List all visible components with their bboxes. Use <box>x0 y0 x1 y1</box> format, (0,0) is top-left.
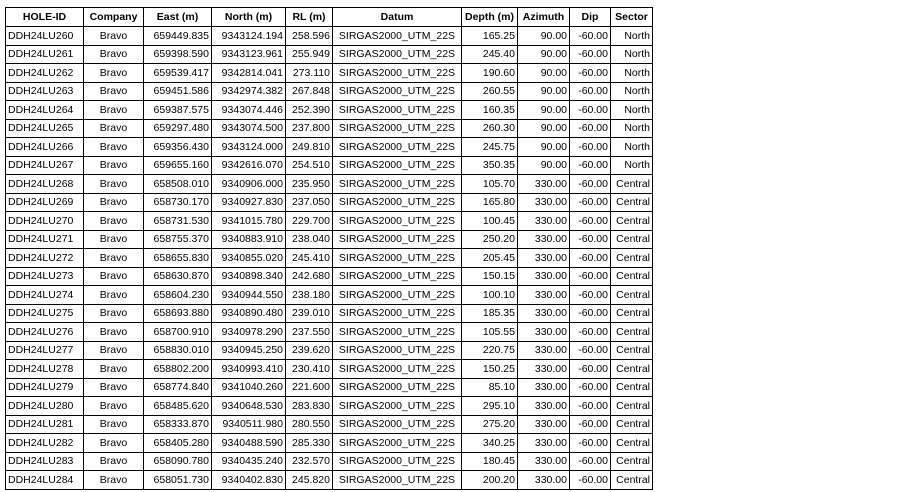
cell-dip: -60.00 <box>570 286 611 305</box>
cell-north: 9343123.961 <box>212 45 286 64</box>
cell-sector: Central <box>611 378 653 397</box>
cell-sector: North <box>611 64 653 83</box>
cell-datum: SIRGAS2000_UTM_22S <box>333 119 462 138</box>
cell-dip: -60.00 <box>570 156 611 175</box>
cell-depth: 190.60 <box>462 64 518 83</box>
cell-sector: Central <box>611 286 653 305</box>
header-azimuth: Azimuth <box>518 8 570 27</box>
cell-north: 9340993.410 <box>212 360 286 379</box>
cell-depth: 185.35 <box>462 304 518 323</box>
cell-azimuth: 330.00 <box>518 415 570 434</box>
cell-dip: -60.00 <box>570 341 611 360</box>
cell-depth: 340.25 <box>462 434 518 453</box>
cell-north: 9343074.500 <box>212 119 286 138</box>
cell-dip: -60.00 <box>570 45 611 64</box>
cell-azimuth: 330.00 <box>518 397 570 416</box>
cell-north: 9343124.194 <box>212 27 286 46</box>
header-depth: Depth (m) <box>462 8 518 27</box>
cell-east: 658755.370 <box>144 230 212 249</box>
table-row <box>6 249 653 268</box>
cell-hole-id: DDH24LU282 <box>6 434 84 453</box>
cell-dip: -60.00 <box>570 175 611 194</box>
cell-hole-id: DDH24LU276 <box>6 323 84 342</box>
cell-rl: 255.949 <box>286 45 333 64</box>
cell-rl: 242.680 <box>286 267 333 286</box>
cell-dip: -60.00 <box>570 452 611 471</box>
cell-east: 658655.830 <box>144 249 212 268</box>
cell-azimuth: 90.00 <box>518 138 570 157</box>
cell-hole-id: DDH24LU263 <box>6 82 84 101</box>
cell-company: Bravo <box>84 286 144 305</box>
cell-north: 9340944.550 <box>212 286 286 305</box>
cell-rl: 238.040 <box>286 230 333 249</box>
cell-east: 658693.880 <box>144 304 212 323</box>
cell-azimuth: 90.00 <box>518 45 570 64</box>
cell-azimuth: 330.00 <box>518 452 570 471</box>
cell-depth: 220.75 <box>462 341 518 360</box>
cell-sector: Central <box>611 471 653 490</box>
cell-east: 659387.575 <box>144 101 212 120</box>
table-row <box>6 267 653 286</box>
cell-datum: SIRGAS2000_UTM_22S <box>333 45 462 64</box>
cell-depth: 250.20 <box>462 230 518 249</box>
cell-rl: 237.550 <box>286 323 333 342</box>
cell-north: 9340890.480 <box>212 304 286 323</box>
cell-hole-id: DDH24LU269 <box>6 193 84 212</box>
cell-sector: Central <box>611 360 653 379</box>
cell-company: Bravo <box>84 397 144 416</box>
cell-east: 658508.010 <box>144 175 212 194</box>
cell-east: 658774.840 <box>144 378 212 397</box>
cell-rl: 230.410 <box>286 360 333 379</box>
cell-hole-id: DDH24LU274 <box>6 286 84 305</box>
cell-company: Bravo <box>84 101 144 120</box>
cell-azimuth: 90.00 <box>518 119 570 138</box>
cell-company: Bravo <box>84 175 144 194</box>
cell-east: 658405.280 <box>144 434 212 453</box>
cell-sector: Central <box>611 249 653 268</box>
cell-azimuth: 330.00 <box>518 212 570 231</box>
cell-hole-id: DDH24LU280 <box>6 397 84 416</box>
cell-datum: SIRGAS2000_UTM_22S <box>333 27 462 46</box>
cell-dip: -60.00 <box>570 397 611 416</box>
cell-depth: 350.35 <box>462 156 518 175</box>
cell-dip: -60.00 <box>570 119 611 138</box>
cell-depth: 275.20 <box>462 415 518 434</box>
cell-datum: SIRGAS2000_UTM_22S <box>333 82 462 101</box>
cell-datum: SIRGAS2000_UTM_22S <box>333 397 462 416</box>
cell-rl: 249.810 <box>286 138 333 157</box>
cell-hole-id: DDH24LU261 <box>6 45 84 64</box>
cell-rl: 267.848 <box>286 82 333 101</box>
cell-azimuth: 330.00 <box>518 341 570 360</box>
drill-hole-table <box>5 7 653 490</box>
cell-north: 9342974.382 <box>212 82 286 101</box>
cell-depth: 295.10 <box>462 397 518 416</box>
cell-company: Bravo <box>84 471 144 490</box>
cell-datum: SIRGAS2000_UTM_22S <box>333 341 462 360</box>
cell-north: 9342814.041 <box>212 64 286 83</box>
cell-company: Bravo <box>84 230 144 249</box>
cell-company: Bravo <box>84 138 144 157</box>
cell-east: 659356.430 <box>144 138 212 157</box>
cell-rl: 239.620 <box>286 341 333 360</box>
cell-north: 9340402.830 <box>212 471 286 490</box>
header-row <box>6 8 653 27</box>
cell-datum: SIRGAS2000_UTM_22S <box>333 415 462 434</box>
table-row <box>6 193 653 212</box>
cell-sector: Central <box>611 267 653 286</box>
cell-hole-id: DDH24LU284 <box>6 471 84 490</box>
cell-east: 658730.170 <box>144 193 212 212</box>
cell-north: 9343124.000 <box>212 138 286 157</box>
cell-depth: 105.55 <box>462 323 518 342</box>
cell-rl: 237.800 <box>286 119 333 138</box>
cell-azimuth: 330.00 <box>518 249 570 268</box>
table-row <box>6 323 653 342</box>
cell-company: Bravo <box>84 27 144 46</box>
cell-azimuth: 330.00 <box>518 230 570 249</box>
cell-company: Bravo <box>84 156 144 175</box>
cell-dip: -60.00 <box>570 101 611 120</box>
cell-company: Bravo <box>84 119 144 138</box>
cell-azimuth: 90.00 <box>518 101 570 120</box>
cell-rl: 245.410 <box>286 249 333 268</box>
cell-company: Bravo <box>84 378 144 397</box>
cell-hole-id: DDH24LU283 <box>6 452 84 471</box>
cell-depth: 205.45 <box>462 249 518 268</box>
table-row <box>6 452 653 471</box>
cell-rl: 285.330 <box>286 434 333 453</box>
cell-rl: 238.180 <box>286 286 333 305</box>
cell-east: 658604.230 <box>144 286 212 305</box>
cell-depth: 105.70 <box>462 175 518 194</box>
cell-sector: North <box>611 82 653 101</box>
cell-rl: 283.830 <box>286 397 333 416</box>
table-row <box>6 341 653 360</box>
cell-dip: -60.00 <box>570 82 611 101</box>
cell-datum: SIRGAS2000_UTM_22S <box>333 138 462 157</box>
table-row <box>6 156 653 175</box>
cell-hole-id: DDH24LU272 <box>6 249 84 268</box>
cell-company: Bravo <box>84 341 144 360</box>
table-row <box>6 82 653 101</box>
cell-rl: 258.596 <box>286 27 333 46</box>
cell-hole-id: DDH24LU266 <box>6 138 84 157</box>
cell-depth: 180.45 <box>462 452 518 471</box>
cell-hole-id: DDH24LU264 <box>6 101 84 120</box>
table-row <box>6 397 653 416</box>
cell-north: 9340435.240 <box>212 452 286 471</box>
cell-hole-id: DDH24LU277 <box>6 341 84 360</box>
cell-depth: 100.10 <box>462 286 518 305</box>
header-east: East (m) <box>144 8 212 27</box>
cell-sector: Central <box>611 452 653 471</box>
header-company: Company <box>84 8 144 27</box>
cell-east: 659398.590 <box>144 45 212 64</box>
cell-east: 658830.010 <box>144 341 212 360</box>
cell-depth: 150.15 <box>462 267 518 286</box>
cell-hole-id: DDH24LU267 <box>6 156 84 175</box>
cell-company: Bravo <box>84 45 144 64</box>
cell-rl: 235.950 <box>286 175 333 194</box>
cell-datum: SIRGAS2000_UTM_22S <box>333 193 462 212</box>
cell-company: Bravo <box>84 193 144 212</box>
cell-rl: 232.570 <box>286 452 333 471</box>
cell-datum: SIRGAS2000_UTM_22S <box>333 452 462 471</box>
table-row <box>6 175 653 194</box>
table-row <box>6 304 653 323</box>
cell-sector: Central <box>611 212 653 231</box>
cell-east: 658731.530 <box>144 212 212 231</box>
cell-east: 659297.480 <box>144 119 212 138</box>
table-row <box>6 212 653 231</box>
cell-sector: Central <box>611 397 653 416</box>
cell-hole-id: DDH24LU262 <box>6 64 84 83</box>
cell-sector: North <box>611 138 653 157</box>
table-row <box>6 360 653 379</box>
cell-dip: -60.00 <box>570 378 611 397</box>
cell-company: Bravo <box>84 64 144 83</box>
cell-depth: 160.35 <box>462 101 518 120</box>
cell-hole-id: DDH24LU271 <box>6 230 84 249</box>
cell-depth: 245.40 <box>462 45 518 64</box>
cell-sector: Central <box>611 304 653 323</box>
cell-datum: SIRGAS2000_UTM_22S <box>333 286 462 305</box>
header-north: North (m) <box>212 8 286 27</box>
cell-azimuth: 330.00 <box>518 193 570 212</box>
cell-azimuth: 330.00 <box>518 360 570 379</box>
cell-depth: 200.20 <box>462 471 518 490</box>
cell-azimuth: 330.00 <box>518 175 570 194</box>
cell-dip: -60.00 <box>570 360 611 379</box>
cell-azimuth: 330.00 <box>518 434 570 453</box>
table-row <box>6 64 653 83</box>
table-row <box>6 101 653 120</box>
cell-datum: SIRGAS2000_UTM_22S <box>333 64 462 83</box>
cell-datum: SIRGAS2000_UTM_22S <box>333 249 462 268</box>
cell-azimuth: 90.00 <box>518 64 570 83</box>
cell-hole-id: DDH24LU260 <box>6 27 84 46</box>
cell-company: Bravo <box>84 434 144 453</box>
cell-east: 658333.870 <box>144 415 212 434</box>
cell-north: 9340648.530 <box>212 397 286 416</box>
cell-dip: -60.00 <box>570 267 611 286</box>
cell-depth: 165.80 <box>462 193 518 212</box>
cell-sector: North <box>611 119 653 138</box>
header-dip: Dip <box>570 8 611 27</box>
cell-north: 9340855.020 <box>212 249 286 268</box>
cell-depth: 100.45 <box>462 212 518 231</box>
cell-rl: 221.600 <box>286 378 333 397</box>
cell-datum: SIRGAS2000_UTM_22S <box>333 304 462 323</box>
cell-north: 9340927.830 <box>212 193 286 212</box>
cell-datum: SIRGAS2000_UTM_22S <box>333 267 462 286</box>
cell-east: 658802.200 <box>144 360 212 379</box>
cell-north: 9340906.000 <box>212 175 286 194</box>
cell-dip: -60.00 <box>570 471 611 490</box>
cell-sector: North <box>611 27 653 46</box>
cell-sector: North <box>611 101 653 120</box>
cell-azimuth: 330.00 <box>518 304 570 323</box>
cell-north: 9342616.070 <box>212 156 286 175</box>
cell-north: 9340898.340 <box>212 267 286 286</box>
cell-azimuth: 90.00 <box>518 156 570 175</box>
table-row <box>6 415 653 434</box>
table-row <box>6 286 653 305</box>
cell-rl: 237.050 <box>286 193 333 212</box>
cell-sector: Central <box>611 175 653 194</box>
cell-hole-id: DDH24LU270 <box>6 212 84 231</box>
cell-company: Bravo <box>84 360 144 379</box>
cell-sector: Central <box>611 230 653 249</box>
cell-north: 9340511.980 <box>212 415 286 434</box>
cell-sector: Central <box>611 341 653 360</box>
table-body <box>6 27 653 490</box>
cell-north: 9340945.250 <box>212 341 286 360</box>
cell-datum: SIRGAS2000_UTM_22S <box>333 175 462 194</box>
cell-dip: -60.00 <box>570 64 611 83</box>
table-row <box>6 27 653 46</box>
cell-datum: SIRGAS2000_UTM_22S <box>333 434 462 453</box>
cell-dip: -60.00 <box>570 323 611 342</box>
cell-datum: SIRGAS2000_UTM_22S <box>333 230 462 249</box>
cell-company: Bravo <box>84 415 144 434</box>
cell-datum: SIRGAS2000_UTM_22S <box>333 378 462 397</box>
header-sector: Sector <box>611 8 653 27</box>
cell-hole-id: DDH24LU281 <box>6 415 84 434</box>
cell-datum: SIRGAS2000_UTM_22S <box>333 212 462 231</box>
cell-rl: 280.550 <box>286 415 333 434</box>
cell-rl: 239.010 <box>286 304 333 323</box>
cell-dip: -60.00 <box>570 212 611 231</box>
cell-datum: SIRGAS2000_UTM_22S <box>333 360 462 379</box>
cell-dip: -60.00 <box>570 193 611 212</box>
cell-company: Bravo <box>84 267 144 286</box>
cell-sector: Central <box>611 193 653 212</box>
cell-depth: 260.30 <box>462 119 518 138</box>
cell-rl: 252.390 <box>286 101 333 120</box>
cell-hole-id: DDH24LU275 <box>6 304 84 323</box>
table-row <box>6 138 653 157</box>
cell-depth: 150.25 <box>462 360 518 379</box>
cell-datum: SIRGAS2000_UTM_22S <box>333 471 462 490</box>
cell-dip: -60.00 <box>570 249 611 268</box>
cell-rl: 273.110 <box>286 64 333 83</box>
cell-depth: 85.10 <box>462 378 518 397</box>
cell-azimuth: 330.00 <box>518 286 570 305</box>
cell-datum: SIRGAS2000_UTM_22S <box>333 323 462 342</box>
table-row <box>6 230 653 249</box>
cell-hole-id: DDH24LU265 <box>6 119 84 138</box>
cell-rl: 254.510 <box>286 156 333 175</box>
cell-sector: Central <box>611 415 653 434</box>
cell-east: 659451.586 <box>144 82 212 101</box>
cell-company: Bravo <box>84 304 144 323</box>
cell-company: Bravo <box>84 212 144 231</box>
table-row <box>6 119 653 138</box>
cell-north: 9343074.446 <box>212 101 286 120</box>
cell-azimuth: 330.00 <box>518 378 570 397</box>
cell-depth: 165.25 <box>462 27 518 46</box>
table-row <box>6 434 653 453</box>
cell-dip: -60.00 <box>570 304 611 323</box>
cell-rl: 245.820 <box>286 471 333 490</box>
cell-company: Bravo <box>84 452 144 471</box>
cell-north: 9340978.290 <box>212 323 286 342</box>
header-hole-id: HOLE-ID <box>6 8 84 27</box>
cell-east: 659539.417 <box>144 64 212 83</box>
cell-azimuth: 330.00 <box>518 267 570 286</box>
table-row <box>6 471 653 490</box>
header-rl: RL (m) <box>286 8 333 27</box>
cell-sector: North <box>611 156 653 175</box>
cell-azimuth: 330.00 <box>518 471 570 490</box>
cell-sector: North <box>611 45 653 64</box>
cell-dip: -60.00 <box>570 230 611 249</box>
cell-company: Bravo <box>84 249 144 268</box>
header-datum: Datum <box>333 8 462 27</box>
cell-datum: SIRGAS2000_UTM_22S <box>333 101 462 120</box>
cell-east: 658090.780 <box>144 452 212 471</box>
cell-hole-id: DDH24LU273 <box>6 267 84 286</box>
cell-hole-id: DDH24LU268 <box>6 175 84 194</box>
cell-rl: 229.700 <box>286 212 333 231</box>
cell-east: 658700.910 <box>144 323 212 342</box>
cell-dip: -60.00 <box>570 27 611 46</box>
cell-east: 659655.160 <box>144 156 212 175</box>
cell-sector: Central <box>611 323 653 342</box>
cell-azimuth: 90.00 <box>518 82 570 101</box>
cell-east: 658630.870 <box>144 267 212 286</box>
cell-company: Bravo <box>84 323 144 342</box>
cell-north: 9341015.780 <box>212 212 286 231</box>
cell-depth: 245.75 <box>462 138 518 157</box>
cell-hole-id: DDH24LU279 <box>6 378 84 397</box>
cell-sector: Central <box>611 434 653 453</box>
cell-east: 658485.620 <box>144 397 212 416</box>
cell-dip: -60.00 <box>570 434 611 453</box>
cell-east: 659449.835 <box>144 27 212 46</box>
cell-north: 9341040.260 <box>212 378 286 397</box>
cell-north: 9340488.590 <box>212 434 286 453</box>
table-row <box>6 378 653 397</box>
cell-depth: 260.55 <box>462 82 518 101</box>
cell-azimuth: 330.00 <box>518 323 570 342</box>
cell-datum: SIRGAS2000_UTM_22S <box>333 156 462 175</box>
cell-dip: -60.00 <box>570 415 611 434</box>
cell-hole-id: DDH24LU278 <box>6 360 84 379</box>
cell-azimuth: 90.00 <box>518 27 570 46</box>
cell-east: 658051.730 <box>144 471 212 490</box>
cell-company: Bravo <box>84 82 144 101</box>
cell-north: 9340883.910 <box>212 230 286 249</box>
cell-dip: -60.00 <box>570 138 611 157</box>
table-row <box>6 45 653 64</box>
